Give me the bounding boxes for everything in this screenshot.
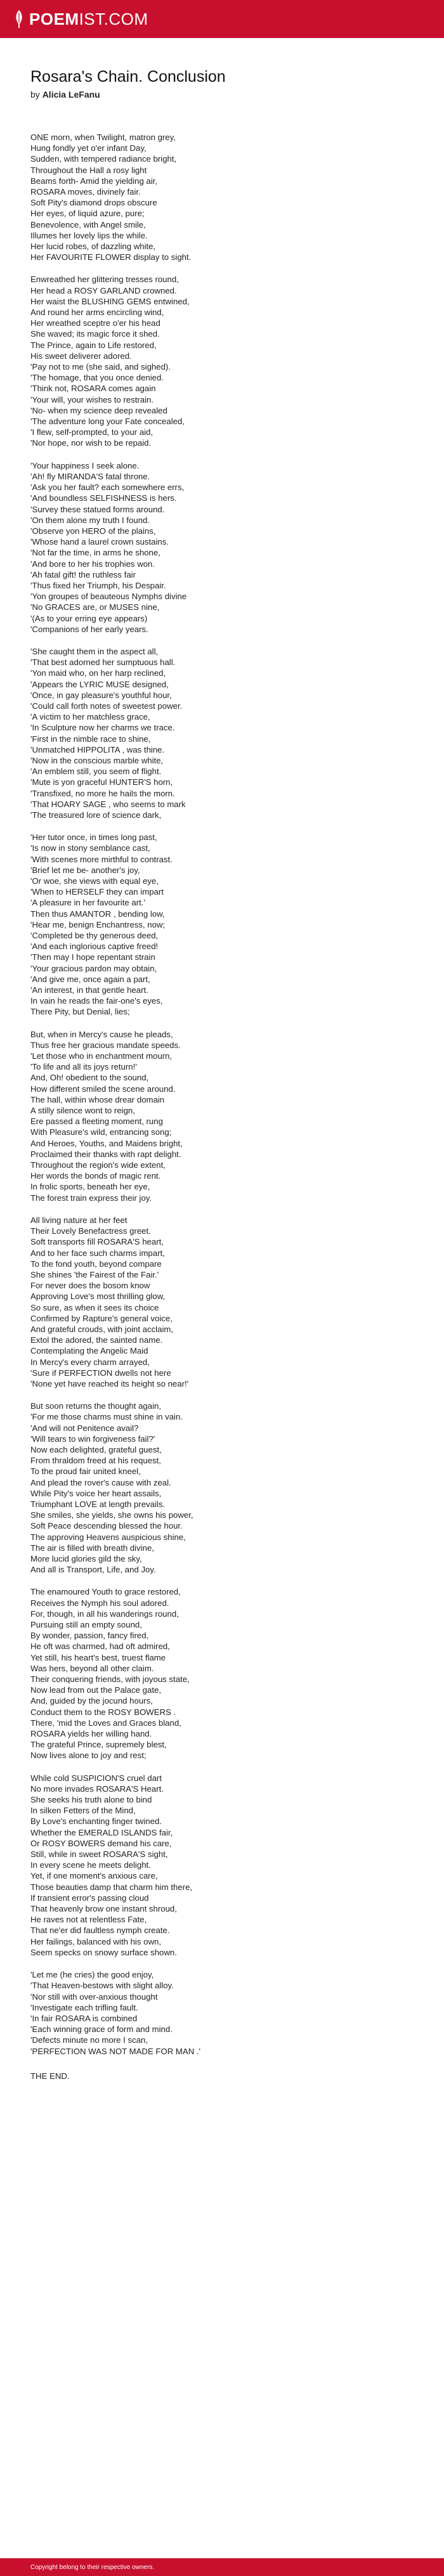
poem-line: Then thus AMANTOR , bending low, — [30, 909, 165, 919]
site-footer — [0, 2558, 444, 2576]
poem-line: 'A victim to her matchless grace, — [30, 712, 150, 722]
poem-line: Her FAVOURITE FLOWER display to sight. — [30, 252, 192, 262]
poem-line: 'In fair ROSARA is combined — [30, 2013, 138, 2023]
poem-line: 'The adventure long your Fate concealed, — [30, 417, 185, 427]
poem-line: Pursuing still an empty sound, — [30, 1620, 142, 1629]
poem-line: And, Oh! obedient to the sound, — [30, 1073, 149, 1083]
poem-line: 'Companions of her early years. — [30, 624, 148, 634]
stanza — [30, 1969, 414, 2057]
poem-line: 'The homage, that you once denied. — [30, 373, 164, 383]
poem-line: 'Could call forth notes of sweetest power. — [30, 701, 183, 711]
poem-line: But, when in Mercy's cause he pleads, — [30, 1029, 173, 1039]
poem-line: Now each delighted, grateful guest, — [30, 1444, 162, 1454]
poem-line: 'PERFECTION WAS NOT MADE FOR MAN .' — [30, 2046, 201, 2056]
author-link[interactable]: Alicia LeFanu — [42, 89, 100, 100]
poem-line: Benevolence, with Angel smile, — [30, 219, 146, 230]
poem-line: 'That best adorned her sumptuous hall. — [30, 657, 176, 668]
poem-line: 'The treasured lore of science dark, — [30, 810, 162, 820]
stanza — [30, 1029, 414, 1203]
poem-line: In Mercy's every charm arrayed, — [30, 1357, 150, 1367]
poem-line: So sure, as when it sees its choice — [30, 1302, 159, 1312]
poem-line: Her eyes, of liquid azure, pure; — [30, 209, 145, 219]
poem-line: A stilly silence wont to reign, — [30, 1106, 135, 1116]
poem-line: 'Unmatched HIPPOLITA , was thine. — [30, 744, 165, 754]
poem-line: For never does the bosom know — [30, 1281, 150, 1291]
poem-line: 'An emblem still, you seem of flight. — [30, 767, 162, 777]
poem-line: The enamoured Youth to grace restored, — [30, 1587, 181, 1597]
poem-title: Rosara's Chain. Conclusion — [30, 68, 226, 86]
poem-line: Sudden, with tempered radiance bright, — [30, 154, 177, 164]
poem-line: And to her face such charms impart, — [30, 1248, 165, 1258]
poem-line: The forest train express their joy. — [30, 1193, 152, 1203]
poem-line: 'Sure if PERFECTION dwells not here — [30, 1368, 171, 1378]
poem-line: 'Not far the time, in arms he shone, — [30, 548, 160, 558]
poem-line: 'Appears the LYRIC MUSE designed, — [30, 679, 169, 689]
poem-line: Beams forth- Amid the yielding air, — [30, 176, 158, 186]
poem-line: 'Let me (he cries) the good enjoy, — [30, 1970, 154, 1980]
poem-line: Hung fondly yet o'er infant Day, — [30, 143, 147, 153]
poem-line: 'Will tears to win forgiveness fail?' — [30, 1434, 155, 1444]
poem-line: 'I flew, self-prompted, to your aid, — [30, 427, 153, 437]
poem-line: Her words the bonds of magic rent. — [30, 1171, 161, 1181]
poem-line: 'To life and all its joys return!' — [30, 1062, 137, 1072]
poem-line: 'First in the nimble race to shine, — [30, 734, 151, 744]
poem-line: 'Completed be thy generous deed, — [30, 931, 159, 941]
poem-line: Her wreathed sceptre o'er his head — [30, 318, 160, 328]
poem-line: ROSARA moves, divinely fair. — [30, 187, 141, 197]
poem-line: And all is Transport, Life, and Joy. — [30, 1565, 156, 1575]
poem-line: If transient error's passing cloud — [30, 1893, 149, 1903]
poem-line: By Love's enchanting finger twined. — [30, 1816, 162, 1827]
poem-line: Soft transports fill ROSARA'S heart, — [30, 1237, 164, 1247]
poem-line: 'And bore to her his trophies won. — [30, 559, 155, 569]
poem-line: Soft Pity's diamond drops obscure — [30, 198, 157, 208]
poem-line: 'Ah! fly MIRANDA'S fatal throne. — [30, 471, 150, 481]
poem-line: For, though, in all his wanderings round, — [30, 1608, 179, 1619]
poem-line: Throughout the Hall a rosy light — [30, 165, 147, 175]
poem-line: The air is filled with breath divine, — [30, 1543, 154, 1553]
poem-line: 'In Sculpture now her charms we trace. — [30, 723, 175, 733]
stanza — [30, 1586, 414, 1761]
poem-line: The Prince, again to Life restored, — [30, 340, 157, 350]
poem-line: 'Defects minute no more I scan, — [30, 2035, 148, 2045]
poem-line: Ere passed a fleeting moment, rung — [30, 1116, 163, 1127]
poem-line: 'Ah fatal gift! the ruthless fair — [30, 569, 136, 579]
poem-line: 'Your gracious pardon may obtain, — [30, 963, 157, 973]
stanza — [30, 832, 414, 1017]
poem-line: His sweet deliverer adored. — [30, 351, 132, 361]
poem-line: There, 'mid the Loves and Graces bland, — [30, 1718, 181, 1728]
poem-line: That ne'er did faultless nymph create. — [30, 1926, 170, 1936]
quill-pen-icon — [14, 10, 24, 29]
poem-ending: THE END. — [30, 2071, 70, 2081]
poem-line: 'Each winning grace of form and mind. — [30, 2024, 173, 2035]
poem-line: He oft was charmed, had oft admired, — [30, 1641, 170, 1652]
poem-line: Receives the Nymph his soul adored. — [30, 1598, 169, 1608]
poem-line: While cold SUSPICION'S cruel dart — [30, 1773, 162, 1783]
poem-line: 'Or woe, she views with equal eye, — [30, 876, 159, 886]
poem-line: How different smiled the scene around. — [30, 1084, 176, 1094]
stanza — [30, 274, 414, 448]
poem-content — [0, 67, 444, 2081]
poem-line: 'Survey these statued forms around. — [30, 504, 165, 514]
poem-line: Yet still, his heart's best, truest flame — [30, 1652, 166, 1662]
poem-line: Enwreathed her glittering tresses round, — [30, 275, 179, 285]
poem-line: 'Yon maid who, on her harp reclined, — [30, 668, 166, 678]
poem-line: Or ROSY BOWERS demand his care, — [30, 1838, 172, 1848]
poem-line: No more invades ROSARA'S Heart. — [30, 1783, 164, 1794]
poem-line: 'Transfixed, no more he hails the morn. — [30, 788, 175, 798]
stanza — [30, 1401, 414, 1575]
poem-line: The approving Heavens auspicious shine, — [30, 1532, 186, 1542]
poem-line: There Pity, but Denial, lies; — [30, 1007, 130, 1017]
poem-line: 'Is now in stony semblance cast, — [30, 843, 150, 853]
poem-line: But soon returns the thought again, — [30, 1401, 162, 1411]
poem-line: 'Nor still with over-anxious thought — [30, 1991, 158, 2002]
poem-line: 'No GRACES are, or MUSES nine, — [30, 602, 160, 612]
poem-line: Still, while in sweet ROSARA'S sight, — [30, 1849, 168, 1860]
poem-line: Her lucid robes, of dazzling white, — [30, 242, 156, 252]
poem-line: Contemplating the Angelic Maid — [30, 1346, 148, 1356]
poem-line: 'Observe yon HERO of the plains, — [30, 526, 156, 536]
poem-line: She seeks his truth alone to bind — [30, 1795, 152, 1805]
poem-line: 'When to HERSELF they can impart — [30, 887, 164, 897]
poem-line: 'No- when my science deep revealed — [30, 405, 167, 415]
poem-line: Whether the EMERALD ISLANDS fair, — [30, 1827, 173, 1837]
poem-line: 'Think not, ROSARA comes again — [30, 384, 156, 394]
poem-line: With Pleasure's wild, entrancing song; — [30, 1127, 172, 1137]
poem-line: 'And give me, once again a part, — [30, 974, 150, 984]
poem-line: 'Mute is yon graceful HUNTER'S horn, — [30, 777, 173, 787]
poem-line: She waved; its magic force it shed. — [30, 329, 160, 339]
site-header — [0, 0, 444, 38]
logo-text-light: IST.COM — [79, 10, 148, 29]
poem-line: More lucid glories gild the sky, — [30, 1553, 142, 1563]
poem-line: 'That Heaven-bestows with slight alloy. — [30, 1981, 174, 1991]
poem-line: Seem specks on snowy surface shown. — [30, 1947, 177, 1957]
poem-line: From thraldom freed at his request, — [30, 1456, 161, 1466]
poem-line: 'Thus fixed her Triumph, his Despair. — [30, 580, 166, 590]
poem-line: ONE morn, when Twilight, matron grey, — [30, 133, 176, 142]
poem-line: 'Yon groupes of beauteous Nymphs divine — [30, 592, 187, 602]
poem-line: Illumes her lovely lips the while. — [30, 230, 148, 240]
poem-line: In frolic sports, beneath her eye, — [30, 1182, 150, 1192]
stanza — [30, 132, 414, 262]
poem-line: Proclaimed their thanks with rapt delight. — [30, 1149, 181, 1159]
poem-line: Her waist the BLUSHING GEMS entwined, — [30, 296, 190, 306]
stanza — [30, 1773, 414, 1958]
poem-line: Throughout the region's wide extent, — [30, 1160, 166, 1170]
poem-line: And Heroes, Youths, and Maidens bright, — [30, 1138, 183, 1148]
poem-line: In every scene he meets delight. — [30, 1860, 151, 1870]
stanza — [30, 460, 414, 635]
poem-line: Thus free her gracious mandate speeds. — [30, 1040, 181, 1050]
poem-line: 'Then may I hope repentant strain — [30, 952, 155, 962]
poem-line: 'An interest, in that gentle heart. — [30, 985, 148, 995]
poem-line: All living nature at her feet — [30, 1215, 127, 1225]
logo-text-bold: POEM — [29, 10, 79, 29]
poem-line: She smiles, she yields, she owns his power, — [30, 1510, 193, 1520]
poem-line: Confirmed by Rapture's general voice, — [30, 1313, 173, 1323]
poem-line: 'And boundless SELFISHNESS is hers. — [30, 493, 177, 503]
poem-line: '(As to your erring eye appears) — [30, 613, 148, 623]
poem-body — [30, 132, 414, 2057]
poem-byline — [30, 89, 414, 100]
poem-line: 'Let those who in enchantment mourn, — [30, 1051, 173, 1061]
poem-line: 'Once, in gay pleasure's youthful hour, — [30, 690, 172, 700]
poem-line: 'Now in the conscious marble white, — [30, 755, 164, 765]
poem-line: 'Your will, your wishes to restrain. — [30, 394, 154, 405]
poem-line: To the proud fair united kneel, — [30, 1466, 141, 1477]
site-logo[interactable] — [14, 10, 148, 29]
poem-line: And, guided by the jocund hours, — [30, 1696, 153, 1706]
poem-line: Soft Peace descending blessed the hour. — [30, 1521, 183, 1531]
poem-line: 'That HOARY SAGE , who seems to mark — [30, 799, 186, 809]
poem-line: And grateful crouds, with joint acclaim, — [30, 1324, 174, 1334]
poem-line: And plead the rover's cause with zeal. — [30, 1477, 171, 1487]
poem-line: 'Investigate each trifling fault. — [30, 2002, 138, 2012]
poem-line: 'With scenes more mirthful to contrast. — [30, 854, 173, 864]
poem-line: Their Lovely Benefactress greet. — [30, 1226, 151, 1236]
poem-line: The hall, within whose drear domain — [30, 1094, 165, 1104]
poem-line: Her failings, balanced with his own, — [30, 1936, 161, 1946]
poem-line: In vain he reads the fair-one's eyes, — [30, 996, 163, 1006]
stanza — [30, 646, 414, 820]
poem-line: Now lead from out the Palace gate, — [30, 1685, 161, 1695]
poem-line: He raves not at relentless Fate, — [30, 1915, 147, 1925]
poem-line: Approving Love's most thrilling glow, — [30, 1291, 166, 1302]
poem-line: Those beauties damp that charm him there, — [30, 1882, 193, 1892]
poem-line: 'Hear me, benign Enchantress, now; — [30, 919, 166, 929]
poem-line: 'Whose hand a laurel crown sustains. — [30, 537, 169, 547]
poem-line: 'A pleasure in her favourite art.' — [30, 898, 145, 908]
poem-line: To the fond youth, beyond compare — [30, 1259, 162, 1269]
poem-line: 'And each inglorious captive freed! — [30, 942, 159, 952]
by-label: by — [30, 89, 40, 100]
poem-line: She shines 'the Fairest of the Fair.' — [30, 1269, 159, 1279]
poem-line: While Pity's voice her heart assails, — [30, 1488, 162, 1498]
stanza — [30, 1215, 414, 1389]
poem-line: 'None yet have reached its height so near!' — [30, 1378, 189, 1388]
poem-line: Her head a ROSY GARLAND crowned. — [30, 285, 177, 295]
poem-line: 'Ask you her fault? each somewhere errs, — [30, 482, 185, 493]
poem-line: 'Nor hope, nor wish to be repaid. — [30, 438, 152, 448]
poem-line: Extol the adored, the sainted name. — [30, 1335, 163, 1345]
poem-line: In silken Fetters of the Mind, — [30, 1806, 136, 1816]
poem-line: 'For me those charms must shine in vain. — [30, 1412, 183, 1422]
poem-line: Triumphant LOVE at length prevails. — [30, 1499, 166, 1509]
poem-line: 'Her tutor once, in times long past, — [30, 832, 157, 843]
poem-line: By wonder, passion, fancy fired, — [30, 1631, 149, 1641]
poem-line: That heavenly brow one instant shroud, — [30, 1904, 177, 1914]
poem-line: 'She caught them in the aspect all, — [30, 646, 159, 656]
poem-line: Was hers, beyond all other claim. — [30, 1663, 154, 1673]
poem-line: Their conquering friends, with joyous state, — [30, 1674, 190, 1685]
poem-line: 'Brief let me be- another's joy, — [30, 865, 140, 875]
poem-line: ROSARA yields her willing hand. — [30, 1729, 152, 1739]
poem-line: 'Your happiness I seek alone. — [30, 460, 140, 470]
poem-line: Yet, if one moment's anxious care, — [30, 1871, 158, 1881]
poem-line: And round her arms encircling wind, — [30, 307, 164, 318]
poem-line: 'On them alone my truth I found. — [30, 515, 150, 525]
poem-line: Conduct them to the ROSY BOWERS . — [30, 1707, 176, 1717]
poem-line: 'And will not Penitence avail? — [30, 1423, 139, 1433]
poem-line: 'Pay not to me (she said, and sighed). — [30, 362, 171, 372]
poem-line: Now lives alone to joy and rest; — [30, 1751, 147, 1761]
copyright-text: Copyright belong to their respective owners. — [30, 2563, 155, 2571]
poem-line: The grateful Prince, supremely blest, — [30, 1740, 167, 1750]
